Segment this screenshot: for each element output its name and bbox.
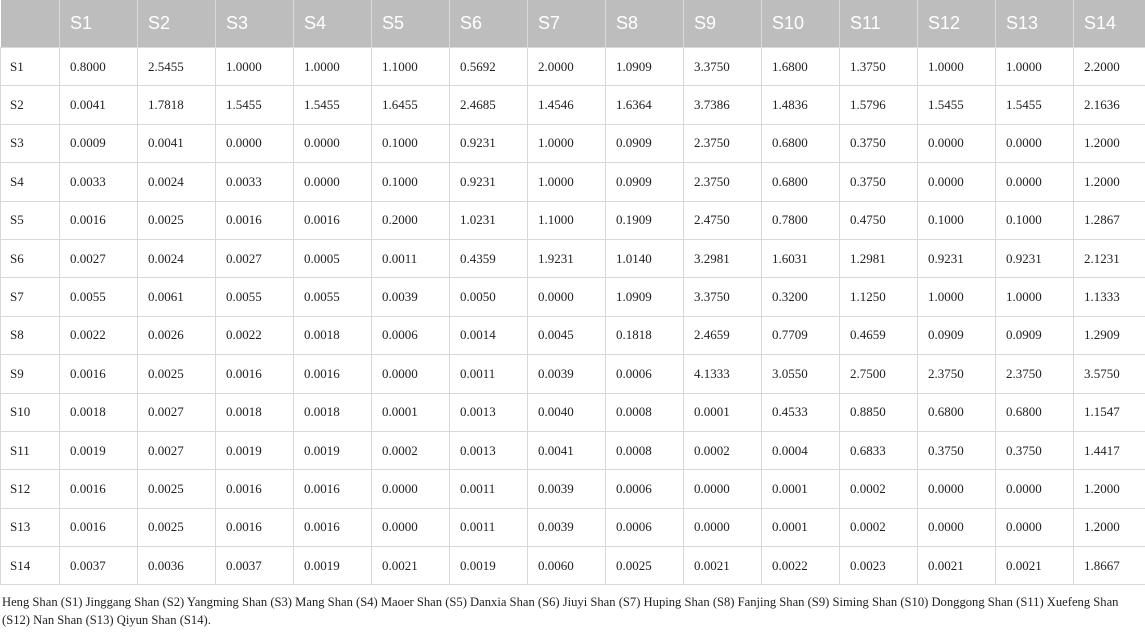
table-cell: 0.0037: [60, 547, 138, 585]
table-cell: 0.0060: [528, 547, 606, 585]
table-cell: 1.5455: [294, 86, 372, 124]
table-row: [1, 124, 1145, 162]
table-cell: 0.0019: [294, 431, 372, 469]
column-header: S3: [216, 0, 294, 48]
table-cell: 2.4750: [684, 201, 762, 239]
table-cell: 0.0000: [918, 508, 996, 546]
table-cell: 0.0005: [294, 239, 372, 277]
table-cell: 2.1231: [1074, 239, 1145, 277]
table-cell: 2.3750: [684, 124, 762, 162]
table-cell: 0.0001: [372, 393, 450, 431]
row-header-cell: S10: [1, 393, 60, 431]
table-cell: 2.3750: [684, 163, 762, 201]
table-cell: 0.0000: [684, 508, 762, 546]
table-cell: 0.0016: [60, 470, 138, 508]
table-cell: 0.0000: [918, 124, 996, 162]
table-cell: 0.0001: [762, 470, 840, 508]
table-cell: 0.0006: [606, 355, 684, 393]
table-cell: 1.2867: [1074, 201, 1145, 239]
table-cell: 1.6364: [606, 86, 684, 124]
table-cell: 0.0039: [528, 355, 606, 393]
table-cell: 0.0033: [60, 163, 138, 201]
table-cell: 1.2000: [1074, 124, 1145, 162]
table-cell: 0.0019: [294, 547, 372, 585]
table-cell: 0.0006: [606, 508, 684, 546]
table-row: [1, 48, 1145, 86]
table-cell: 0.0025: [138, 201, 216, 239]
table-cell: 0.3750: [996, 431, 1074, 469]
table-cell: 1.4417: [1074, 431, 1145, 469]
row-header-cell: S11: [1, 431, 60, 469]
table-cell: 0.0016: [216, 508, 294, 546]
table-cell: 0.4750: [840, 201, 918, 239]
table-cell: 0.0909: [996, 316, 1074, 354]
table-cell: 0.6833: [840, 431, 918, 469]
column-header: S13: [996, 0, 1074, 48]
column-header: S4: [294, 0, 372, 48]
column-header: S5: [372, 0, 450, 48]
table-cell: 0.1000: [918, 201, 996, 239]
table-cell: 0.0000: [996, 124, 1074, 162]
table-cell: 0.0018: [216, 393, 294, 431]
table-cell: 1.2000: [1074, 470, 1145, 508]
row-header-cell: S2: [1, 86, 60, 124]
table-cell: 0.0039: [528, 508, 606, 546]
column-header: S14: [1074, 0, 1145, 48]
table-cell: 0.1818: [606, 316, 684, 354]
table-cell: 1.0000: [528, 124, 606, 162]
table-cell: 1.6031: [762, 239, 840, 277]
table-cell: 3.5750: [1074, 355, 1145, 393]
table-cell: 0.0008: [606, 431, 684, 469]
table-cell: 1.1547: [1074, 393, 1145, 431]
table-cell: 0.0025: [138, 508, 216, 546]
column-header: S9: [684, 0, 762, 48]
table-cell: 0.0019: [450, 547, 528, 585]
row-header-cell: S4: [1, 163, 60, 201]
table-cell: 0.0909: [606, 163, 684, 201]
table-row: [1, 201, 1145, 239]
table-cell: 0.0025: [606, 547, 684, 585]
table-cell: 1.1000: [528, 201, 606, 239]
table-cell: 0.6800: [762, 124, 840, 162]
table-cell: 0.0055: [294, 278, 372, 316]
table-cell: 2.3750: [918, 355, 996, 393]
table-cell: 1.1250: [840, 278, 918, 316]
table-row: [1, 431, 1145, 469]
table-cell: 0.0001: [762, 508, 840, 546]
table-cell: 0.0002: [372, 431, 450, 469]
table-cell: 0.0006: [372, 316, 450, 354]
table-cell: 0.0016: [216, 470, 294, 508]
table-cell: 0.0021: [918, 547, 996, 585]
table-cell: 1.3750: [840, 48, 918, 86]
table-cell: 0.0018: [294, 393, 372, 431]
table-cell: 0.0013: [450, 393, 528, 431]
table-cell: 1.9231: [528, 239, 606, 277]
table-cell: 0.0055: [216, 278, 294, 316]
column-header: S11: [840, 0, 918, 48]
table-cell: 0.0000: [918, 163, 996, 201]
table-cell: 0.0025: [138, 355, 216, 393]
table-cell: 0.0000: [996, 470, 1074, 508]
table-cell: 0.1000: [372, 124, 450, 162]
table-cell: 0.0037: [216, 547, 294, 585]
table-cell: 0.9231: [450, 163, 528, 201]
table-cell: 0.0011: [372, 239, 450, 277]
column-header: S1: [60, 0, 138, 48]
table-cell: 0.0004: [762, 431, 840, 469]
table-row: [1, 86, 1145, 124]
table-cell: 0.0000: [684, 470, 762, 508]
table-cell: 2.5455: [138, 48, 216, 86]
table-row: [1, 278, 1145, 316]
table-cell: 0.0022: [216, 316, 294, 354]
table-cell: 0.5692: [450, 48, 528, 86]
table-cell: 0.3750: [918, 431, 996, 469]
table-cell: 0.0023: [840, 547, 918, 585]
table-cell: 3.3750: [684, 278, 762, 316]
table-cell: 3.7386: [684, 86, 762, 124]
row-header-cell: S7: [1, 278, 60, 316]
table-cell: 0.6800: [762, 163, 840, 201]
table-cell: 0.0021: [996, 547, 1074, 585]
table-cell: 3.2981: [684, 239, 762, 277]
table-cell: 1.5455: [918, 86, 996, 124]
table-row: [1, 508, 1145, 546]
table-cell: 1.2000: [1074, 508, 1145, 546]
table-cell: 0.0045: [528, 316, 606, 354]
table-cell: 0.0022: [60, 316, 138, 354]
table-cell: 1.4836: [762, 86, 840, 124]
table-row: [1, 239, 1145, 277]
row-header-cell: S14: [1, 547, 60, 585]
table-cell: 0.0024: [138, 239, 216, 277]
column-header: S6: [450, 0, 528, 48]
table-cell: 0.7800: [762, 201, 840, 239]
table-cell: 0.0000: [528, 278, 606, 316]
table-cell: 0.0050: [450, 278, 528, 316]
table-cell: 0.0000: [918, 470, 996, 508]
column-header: S8: [606, 0, 684, 48]
table-cell: 0.0026: [138, 316, 216, 354]
table-cell: 0.0041: [60, 86, 138, 124]
table-cell: 0.1000: [996, 201, 1074, 239]
table-cell: 0.7709: [762, 316, 840, 354]
row-header-cell: S12: [1, 470, 60, 508]
table-cell: 2.7500: [840, 355, 918, 393]
table-cell: 2.4685: [450, 86, 528, 124]
table-cell: 0.0000: [294, 124, 372, 162]
table-row: [1, 163, 1145, 201]
table-cell: 0.4533: [762, 393, 840, 431]
table-cell: 0.0041: [528, 431, 606, 469]
table-cell: 2.4659: [684, 316, 762, 354]
table-cell: 1.0140: [606, 239, 684, 277]
table-cell: 0.0018: [60, 393, 138, 431]
table-cell: 0.0025: [138, 470, 216, 508]
table-cell: 0.0001: [684, 393, 762, 431]
table-cell: 0.3750: [840, 124, 918, 162]
table-cell: 1.1000: [372, 48, 450, 86]
table-cell: 0.0016: [294, 508, 372, 546]
table-cell: 1.2000: [1074, 163, 1145, 201]
table-cell: 0.0016: [60, 508, 138, 546]
table-cell: 0.6800: [996, 393, 1074, 431]
table-row: [1, 547, 1145, 585]
table-cell: 1.6455: [372, 86, 450, 124]
table-cell: 0.0011: [450, 355, 528, 393]
table-cell: 2.3750: [996, 355, 1074, 393]
table-cell: 1.4546: [528, 86, 606, 124]
table-cell: 3.0550: [762, 355, 840, 393]
table-cell: 0.0011: [450, 470, 528, 508]
table-cell: 0.0040: [528, 393, 606, 431]
table-cell: 0.0039: [528, 470, 606, 508]
table-cell: 0.0021: [684, 547, 762, 585]
table-cell: 1.2981: [840, 239, 918, 277]
table-cell: 0.0000: [372, 470, 450, 508]
table-cell: 1.1333: [1074, 278, 1145, 316]
table-cell: 1.2909: [1074, 316, 1145, 354]
table-cell: 0.6800: [918, 393, 996, 431]
column-header: S10: [762, 0, 840, 48]
row-header-cell: S3: [1, 124, 60, 162]
header-corner-cell: [1, 0, 60, 48]
table-cell: 0.0000: [372, 355, 450, 393]
table-cell: 0.3200: [762, 278, 840, 316]
table-cell: 0.0016: [294, 355, 372, 393]
table-cell: 0.0011: [450, 508, 528, 546]
table-cell: 0.0002: [840, 470, 918, 508]
table-cell: 0.0006: [606, 470, 684, 508]
table-cell: 2.2000: [1074, 48, 1145, 86]
table-cell: 1.5455: [996, 86, 1074, 124]
row-header-cell: S6: [1, 239, 60, 277]
table-cell: 0.8000: [60, 48, 138, 86]
table-cell: 0.0000: [294, 163, 372, 201]
table-cell: 0.1909: [606, 201, 684, 239]
table-cell: 1.0000: [918, 278, 996, 316]
table-cell: 1.0000: [294, 48, 372, 86]
table-cell: 1.0909: [606, 48, 684, 86]
table-cell: 0.0909: [606, 124, 684, 162]
table-cell: 0.0055: [60, 278, 138, 316]
table-cell: 0.0018: [294, 316, 372, 354]
table-cell: 0.0027: [138, 393, 216, 431]
table-cell: 0.0016: [294, 201, 372, 239]
table-cell: 1.6800: [762, 48, 840, 86]
table-cell: 0.0027: [138, 431, 216, 469]
table-cell: 1.0909: [606, 278, 684, 316]
table-cell: 1.0000: [528, 163, 606, 201]
table-cell: 0.0000: [216, 124, 294, 162]
table-cell: 0.0061: [138, 278, 216, 316]
table-cell: 0.9231: [996, 239, 1074, 277]
table-cell: 0.0022: [762, 547, 840, 585]
table-cell: 1.5455: [216, 86, 294, 124]
table-cell: 0.0016: [294, 470, 372, 508]
table-cell: 1.0000: [918, 48, 996, 86]
table-cell: 1.0000: [216, 48, 294, 86]
table-body: [1, 48, 1145, 585]
table-cell: 1.0000: [996, 278, 1074, 316]
table-cell: 0.0002: [684, 431, 762, 469]
table-cell: 0.0009: [60, 124, 138, 162]
table-cell: 0.0019: [60, 431, 138, 469]
row-header-cell: S5: [1, 201, 60, 239]
table-cell: 0.9231: [918, 239, 996, 277]
table-cell: 0.0039: [372, 278, 450, 316]
table-row: [1, 393, 1145, 431]
table-cell: 0.8850: [840, 393, 918, 431]
table-row: [1, 470, 1145, 508]
table-row: [1, 316, 1145, 354]
table-cell: 0.4359: [450, 239, 528, 277]
table-cell: 1.5796: [840, 86, 918, 124]
table-cell: 1.0231: [450, 201, 528, 239]
table-cell: 0.0000: [996, 508, 1074, 546]
table-cell: 0.0016: [60, 201, 138, 239]
row-header-cell: S13: [1, 508, 60, 546]
table-cell: 3.3750: [684, 48, 762, 86]
table-cell: 0.4659: [840, 316, 918, 354]
table-cell: 2.0000: [528, 48, 606, 86]
table-cell: 0.0027: [60, 239, 138, 277]
row-header-cell: S9: [1, 355, 60, 393]
row-header-cell: S8: [1, 316, 60, 354]
table-cell: 1.7818: [138, 86, 216, 124]
table-cell: 2.1636: [1074, 86, 1145, 124]
table-cell: 0.2000: [372, 201, 450, 239]
row-header-cell: S1: [1, 48, 60, 86]
table-cell: 0.0024: [138, 163, 216, 201]
table-cell: 0.0000: [996, 163, 1074, 201]
header-row: [1, 0, 1145, 48]
table-cell: 0.0027: [216, 239, 294, 277]
table-footnote: Heng Shan (S1) Jinggang Shan (S2) Yangming Shan (S3) Mang Shan (S4) Maoer Shan (S5) Danxia Shan (S6) Jiuyi Shan (S7) Huping Shan (S8) Fanjing Shan (S9) Siming Shan (S10) Donggong Shan (S11) Xuefeng Shan (S12) Nan Shan (S13) Qiyun Shan (S14).: [2, 595, 1119, 627]
table-cell: 0.0909: [918, 316, 996, 354]
column-header: S2: [138, 0, 216, 48]
table-row: [1, 355, 1145, 393]
table-cell: 0.0002: [840, 508, 918, 546]
table-cell: 0.0014: [450, 316, 528, 354]
column-header: S7: [528, 0, 606, 48]
table-cell: 1.0000: [996, 48, 1074, 86]
table-cell: 0.0000: [372, 508, 450, 546]
table-cell: 4.1333: [684, 355, 762, 393]
table-cell: 0.0033: [216, 163, 294, 201]
table-cell: 1.8667: [1074, 547, 1145, 585]
table-cell: 0.1000: [372, 163, 450, 201]
table-cell: 0.3750: [840, 163, 918, 201]
table-cell: 0.0013: [450, 431, 528, 469]
table-cell: 0.0036: [138, 547, 216, 585]
table-cell: 0.0016: [216, 201, 294, 239]
table-cell: 0.0016: [60, 355, 138, 393]
table-cell: 0.0041: [138, 124, 216, 162]
table-cell: 0.0008: [606, 393, 684, 431]
table-header: [1, 0, 1145, 48]
column-header: S12: [918, 0, 996, 48]
table-cell: 0.0021: [372, 547, 450, 585]
table-cell: 0.0016: [216, 355, 294, 393]
table-cell: 0.0019: [216, 431, 294, 469]
table-cell: 0.9231: [450, 124, 528, 162]
